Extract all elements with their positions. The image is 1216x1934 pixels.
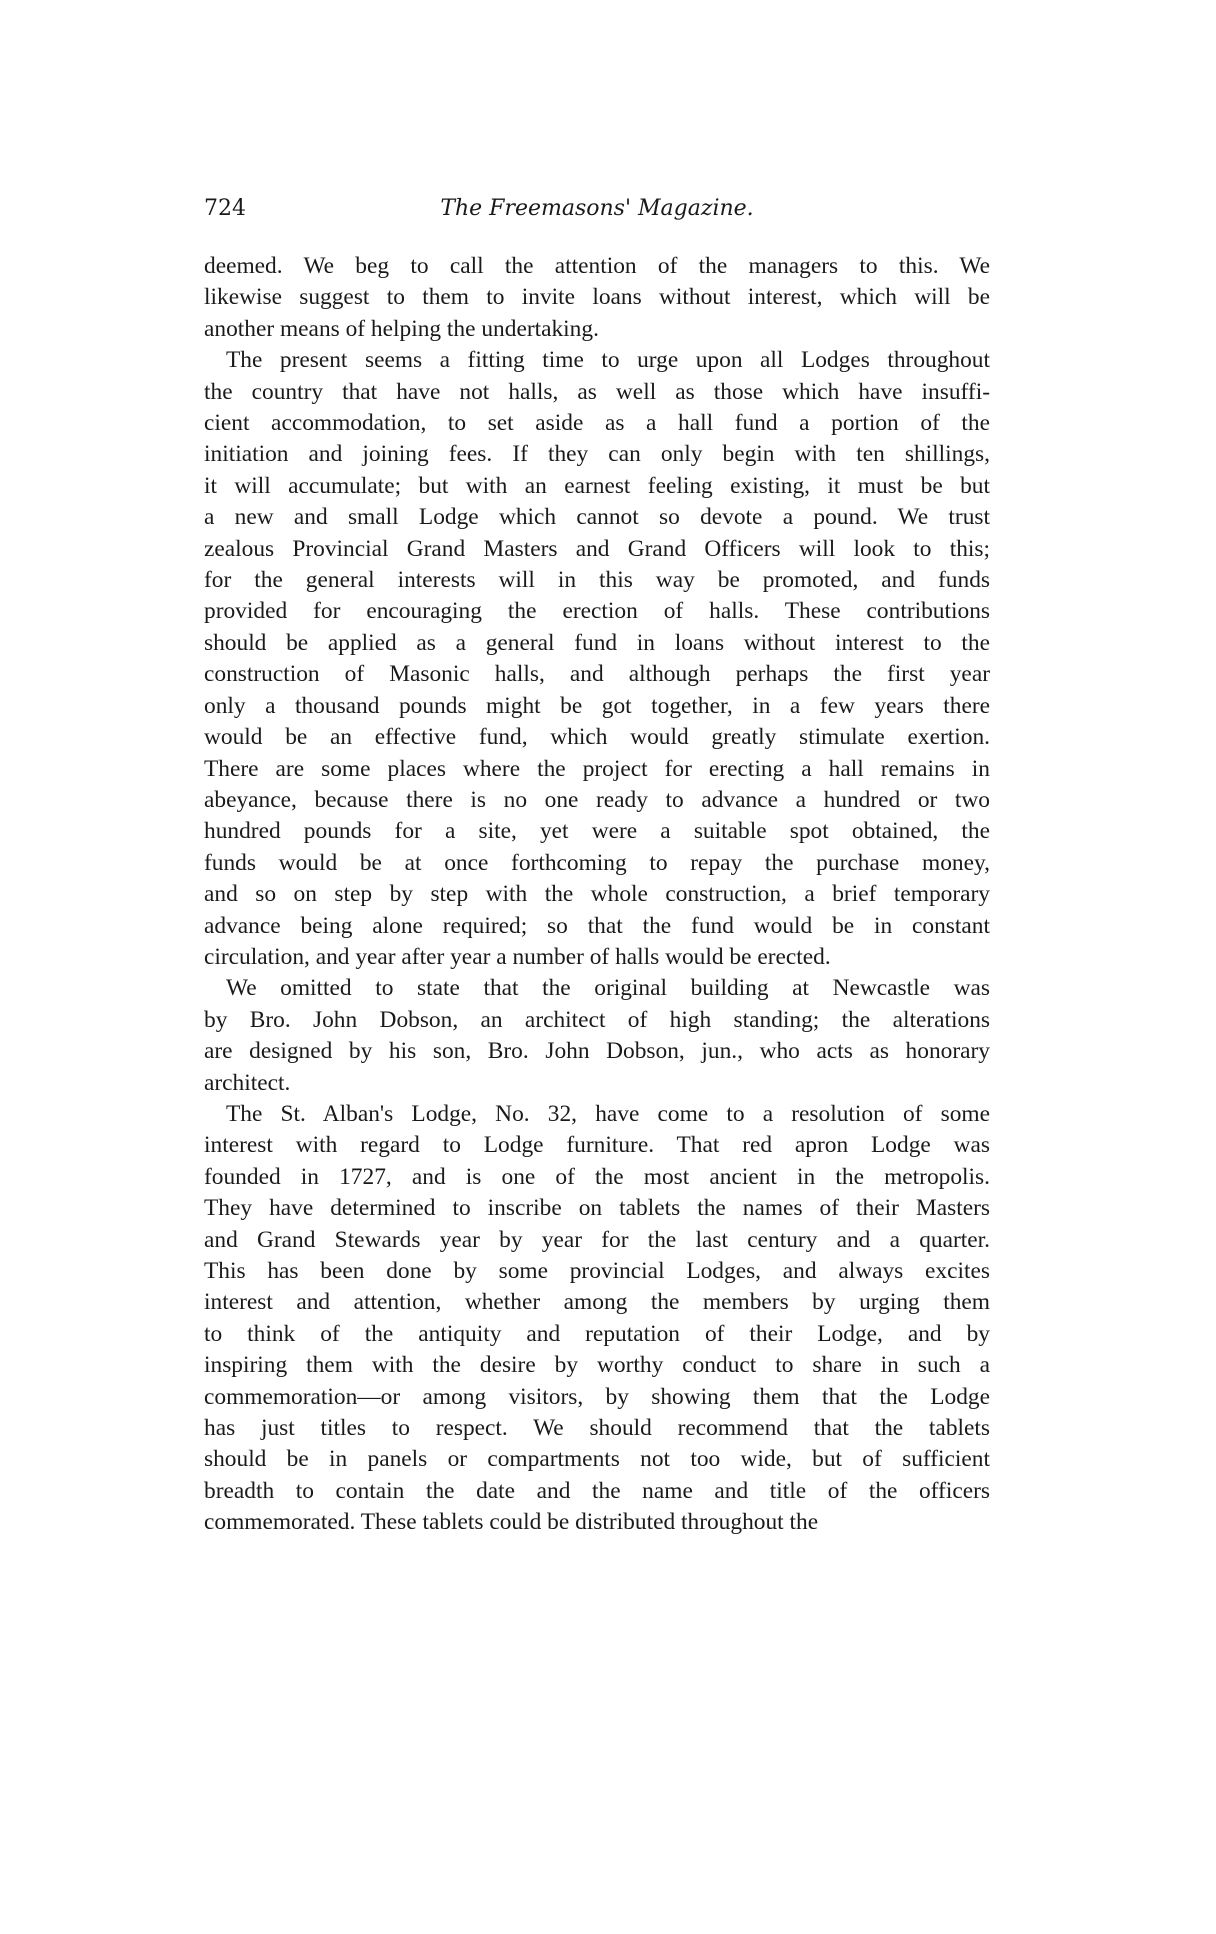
text-line: should be in panels or compartments not too wide, but of sufficient: [204, 1446, 990, 1473]
text-line: funds would be at once forthcoming to repay the purchase money,: [204, 849, 990, 876]
text-line: They have determined to inscribe on tablets the names of their Masters: [204, 1195, 990, 1222]
text-line: architect.: [204, 1069, 291, 1096]
text-line: advance being alone required; so that the fund would be in constant: [204, 912, 990, 939]
text-line: The St. Alban's Lodge, No. 32, have come to a resolution of some: [226, 1100, 990, 1127]
text-line: are designed by his son, Bro. John Dobson, jun., who acts as honorary: [204, 1038, 990, 1065]
text-line: to think of the antiquity and reputation of their Lodge, and by: [204, 1320, 990, 1347]
text-line: zealous Provincial Grand Masters and Grand Officers will look to this;: [204, 535, 990, 562]
text-line: founded in 1727, and is one of the most ancient in the metropolis.: [204, 1163, 990, 1190]
text-line: for the general interests will in this way be promoted, and funds: [204, 567, 990, 594]
text-line: the country that have not halls, as well as those which have insuffi-: [204, 378, 990, 405]
text-line: likewise suggest to them to invite loans without interest, which will be: [204, 284, 990, 311]
article-paragraph: [204, 251, 990, 345]
text-line: hundred pounds for a site, yet were a suitable spot obtained, the: [204, 818, 990, 845]
text-line: interest and attention, whether among the members by urging them: [204, 1289, 990, 1316]
text-line: construction of Masonic halls, and although perhaps the first year: [204, 661, 990, 688]
running-head: [204, 196, 990, 232]
text-line: has just titles to respect. We should recommend that the tablets: [204, 1415, 990, 1442]
text-line: provided for encouraging the erection of halls. These contributions: [204, 598, 990, 625]
text-line: commemoration—or among visitors, by showing them that the Lodge: [204, 1383, 990, 1410]
text-line: This has been done by some provincial Lodges, and always excites: [204, 1258, 990, 1284]
text-line: another means of helping the undertaking.: [204, 315, 599, 342]
text-line: We omitted to state that the original building at Newcastle was: [226, 975, 990, 1002]
text-line: should be applied as a general fund in loans without interest to the: [204, 629, 990, 656]
text-line: interest with regard to Lodge furniture. That red apron Lodge was: [204, 1132, 990, 1159]
text-line: circulation, and year after year a number of halls would be erected.: [204, 943, 831, 970]
text-line: and Grand Stewards year by year for the last century and a quarter.: [204, 1226, 990, 1253]
text-line: would be an effective fund, which would greatly stimulate exertion.: [204, 724, 990, 751]
article-paragraph: [204, 973, 990, 1099]
text-line: cient accommodation, to set aside as a hall fund a portion of the: [204, 410, 990, 437]
text-line: a new and small Lodge which cannot so devote a pound. We trust: [204, 504, 990, 531]
text-line: initiation and joining fees. If they can only begin with ten shillings,: [204, 441, 990, 468]
text-line: commemorated. These tablets could be distributed throughout the: [204, 1509, 819, 1536]
page-number: 724: [204, 196, 246, 221]
article-paragraph: [204, 1099, 990, 1539]
article-body: [204, 251, 990, 1539]
text-line: breadth to contain the date and the name and title of the officers: [204, 1477, 990, 1504]
text-line: only a thousand pounds might be got together, in a few years there: [204, 692, 990, 719]
text-line: by Bro. John Dobson, an architect of high standing; the alterations: [204, 1006, 990, 1033]
magazine-title: The Freemasons' Magazine.: [440, 196, 754, 221]
text-line: The present seems a fitting time to urge upon all Lodges throughout: [226, 347, 990, 374]
article-paragraph: [204, 345, 990, 973]
text-line: There are some places where the project for erecting a hall remains in: [204, 755, 990, 782]
text-line: abeyance, because there is no one ready to advance a hundred or two: [204, 786, 990, 813]
text-line: deemed. We beg to call the attention of the managers to this. We: [204, 253, 990, 279]
text-line: it will accumulate; but with an earnest feeling existing, it must be but: [204, 472, 990, 499]
text-line: inspiring them with the desire by worthy conduct to share in such a: [204, 1352, 990, 1379]
text-line: and so on step by step with the whole construction, a brief temporary: [204, 881, 990, 908]
